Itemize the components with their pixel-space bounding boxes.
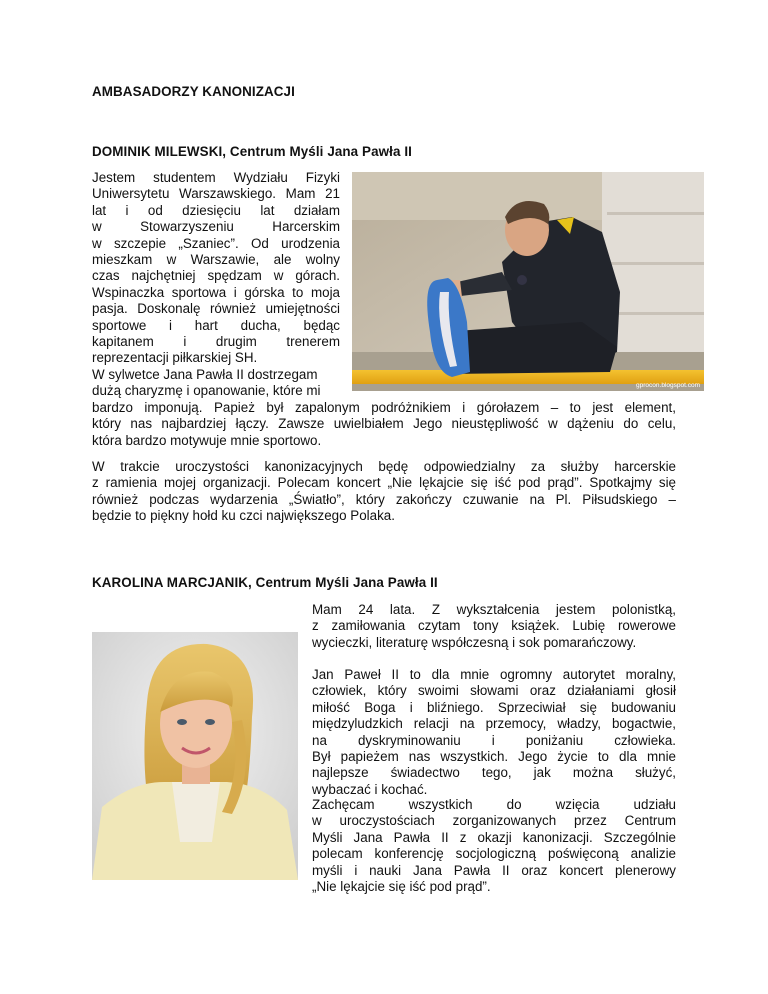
dominik-bio-paragraph (92, 170, 340, 367)
dominik-opinion-paragraph (92, 367, 676, 449)
text-line: z zamiłowania czytam tony książek. Lubię rowerowe (312, 618, 676, 634)
text-line: lat i od dziesięciu lat działam (92, 202, 340, 218)
section-heading-karolina: KAROLINA MARCJANIK, Centrum Myśli Jana Pawła II (92, 575, 438, 590)
text-line: międzyludzkich relacji na przemocy, władzy, bogactwie, (312, 716, 676, 732)
text-line: mieszkam w Warszawie, ale wolny (92, 252, 340, 268)
photo-dominik-stretching (352, 172, 704, 391)
karolina-opinion-paragraph (312, 667, 676, 798)
text-line: wycieczki, literaturę współczesną i sok pomarańczowy. (312, 634, 637, 650)
text-line: Był papieżem nas wszystkich. Jego życie to dla mnie (312, 749, 676, 765)
text-line: reprezentacji piłkarskiej SH. (92, 350, 258, 366)
text-line: czas najchętniej spędzam w górach. (92, 268, 340, 284)
section-heading-dominik: DOMINIK MILEWSKI, Centrum Myśli Jana Pawła II (92, 144, 412, 159)
text-line: dużą charyzmę i opanowanie, które mi (92, 383, 321, 399)
photo-karolina-portrait (92, 632, 298, 880)
dominik-events-paragraph (92, 459, 676, 525)
text-line: Myśli Jana Pawła II z okazji kanonizacji. Szczególnie (312, 829, 676, 845)
text-line: na dyskryminowaniu i poniżaniu człowieka. (312, 732, 676, 748)
text-line: pasja. Doskonalę również umiejętności (92, 301, 340, 317)
text-line: Jan Paweł II to dla mnie ogromny autorytet moralny, (312, 667, 676, 682)
text-line: będzie to piękny hołd ku czci największego Polaka. (92, 508, 395, 524)
text-line: Mam 24 lata. Z wykształcenia jestem polonistką, (312, 602, 676, 617)
page-title: AMBASADORZY KANONIZACJI (92, 84, 295, 99)
text-line: również podczas wydarzenia „Światło”, który zakończy czuwanie na Pl. Piłsudskiego – (92, 491, 676, 507)
karolina-events-paragraph (312, 797, 676, 895)
text-line: człowiek, który swoimi słowami oraz działaniami głosił (312, 683, 676, 699)
text-line: w szczepie „Szaniec”. Od urodzenia (92, 235, 340, 251)
text-line: w uroczystościach zorganizowanych przez Centrum (312, 813, 676, 829)
text-line: W trakcie uroczystości kanonizacyjnych będę odpowiedzialny za służby harcerskie (92, 459, 676, 474)
text-line: Uniwersytetu Warszawskiego. Mam 21 (92, 186, 340, 202)
text-line: Zachęcam wszystkich do wzięcia udziału (312, 797, 676, 812)
text-line: w Stowarzyszeniu Harcerskim (92, 219, 340, 235)
text-line: polecam konferencję socjologiczną poświęconą analizie (312, 846, 676, 862)
text-line: która bardzo motywuje mnie sportowo. (92, 432, 322, 448)
text-line: wybaczać i kochać. (312, 781, 428, 797)
text-line: myśli i nauki Jana Pawła II oraz koncert plenerowy (312, 862, 676, 878)
text-line: z ramienia mojej organizacji. Polecam koncert „Nie lękajcie się iść pod prąd”. Spotkajmy się (92, 475, 676, 491)
text-line: kapitanem i drugim trenerem (92, 334, 340, 350)
text-line: sportowe i hart ducha, będąc (92, 317, 340, 333)
text-line: miłość Boga i bliźniego. Sprzeciwiał się budowaniu (312, 699, 676, 715)
text-line: który nas najbardziej łączy. Zawsze uwielbiałem Jego nieustępliwość w dążeniu do celu, (92, 416, 676, 432)
photo-credit: gprocon.blogspot.com (636, 382, 700, 389)
text-line: najlepsze świadectwo tego, jak można służyć, (312, 765, 676, 781)
text-line: Wspinaczka sportowa i górska to moja (92, 284, 340, 300)
text-line: bardzo imponują. Papież był zapalonym podróżnikiem i górołazem – to jest element, (92, 399, 676, 415)
text-line: „Nie lękajcie się iść pod prąd”. (312, 879, 491, 895)
text-line: Jestem studentem Wydziału Fizyki (92, 170, 340, 185)
text-line: W sylwetce Jana Pawła II dostrzegam (92, 367, 318, 382)
karolina-bio-paragraph (312, 602, 676, 651)
